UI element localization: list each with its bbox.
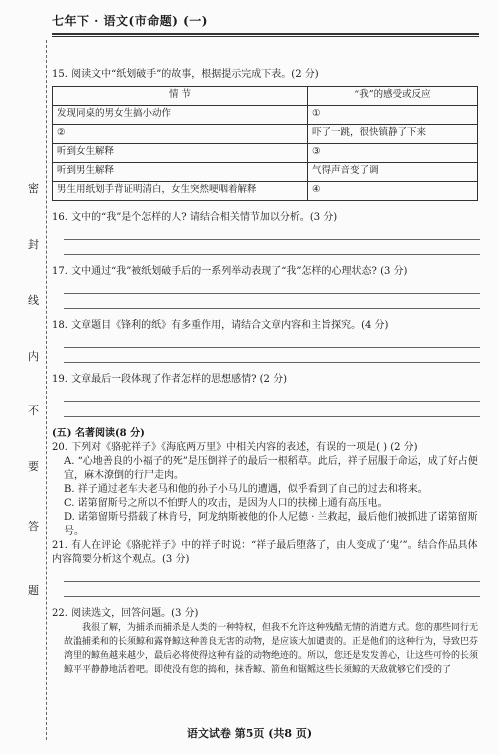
answer-line[interactable]: [64, 333, 480, 348]
answer-line[interactable]: [64, 402, 480, 417]
table-cell: 气得声音变了调: [308, 163, 478, 182]
table-header: “我”的感受或反应: [308, 87, 478, 106]
plot-table: [52, 86, 478, 201]
passage-text: 我很了解，为捕杀而捕杀是人类的一种特权，但我不允许这种残酷无情的消遣方式。您的那些同行无故滥捕柔和的长须鲸和露脊鲸这种善良无害的动物，是应该大加谴责的。正是他们的这种行为，导致巴芬湾里的鲸鱼越来越少，最后必将使得这种有益的动物绝迹的。所以，您还是发发善心，让这些可怜的长须鲸平平静静地活着吧。即使没有您的捣和，抹香鲸、箭鱼和锯鳐这些长须鲸的天敌就够它们受的了: [64, 623, 479, 675]
table-row: [53, 106, 478, 125]
table-cell: 吓了一跳，很快镇静了下来: [308, 125, 478, 144]
option-c[interactable]: C. 诺第留斯号之所以不怕野人的攻击，是因为人口的扶梯上通有高压电。: [64, 498, 388, 509]
answer-line[interactable]: [64, 567, 480, 582]
header-rule-thin: [52, 36, 479, 37]
table-cell[interactable]: ①: [308, 106, 478, 125]
option-a[interactable]: A. “心地善良的小福子的死”是压倒祥子的最后一根稻草。此后，祥子屈服于命运，成了好占便宜，麻木潦倒的行尸走肉。: [64, 456, 478, 481]
seal-label: 不: [28, 404, 39, 417]
seal-dashed-line: [46, 40, 47, 740]
table-row: [53, 125, 478, 144]
seal-label: 答: [28, 520, 39, 533]
answer-line[interactable]: [64, 294, 480, 309]
seal-label: 题: [28, 584, 39, 597]
table-cell[interactable]: ④: [308, 182, 478, 201]
seal-label: 密: [28, 182, 39, 195]
question-16: 16. 文中的“我”是个怎样的人? 请结合相关情节加以分析。(3 分): [52, 212, 338, 223]
table-cell: 听到男生解释: [53, 163, 308, 182]
seal-label: 线: [28, 294, 39, 307]
questions: [52, 68, 480, 677]
table-cell: 男生用纸划手背证明清白，女生突然哽咽着解释: [53, 182, 308, 201]
question-19: 19. 文章最后一段体现了作者怎样的思想感情? (2 分): [52, 374, 287, 385]
page-header: 七年下 · 语文(市命题) (一): [52, 14, 208, 28]
answer-line[interactable]: [64, 387, 480, 402]
question-21: 21. 有人在评论《骆驼祥子》中的祥子时说：“祥子最后堕落了，由人变成了‘鬼’”。结合作品具体内容简要分析这个观点。(3 分): [52, 540, 478, 565]
seal-label: 内: [28, 350, 39, 363]
question-17: 17. 文中通过“我”被纸划破手后的一系列举动表现了“我”怎样的心理状态? (3 分): [52, 266, 408, 277]
seal-label: 要: [28, 460, 39, 473]
question-22: 22. 阅读选文，回答问题。(3 分): [52, 608, 199, 619]
header-rule: [52, 33, 479, 35]
section-title: (五) 名著阅读(8 分): [52, 428, 145, 439]
table-row: [53, 144, 478, 163]
table-row: [53, 163, 478, 182]
table-cell: 发现同桌的男女生搞小动作: [53, 106, 308, 125]
page-footer: 语文试卷 第5页 (共8 页): [186, 727, 313, 740]
question-20: 20. 下列对《骆驼祥子》《海底两万里》中相关内容的表述，有误的一项是( ) (2 分): [52, 442, 418, 453]
question-18: 18. 文章题目《锋利的纸》有多重作用，请结合文章内容和主旨探究。(4 分): [52, 320, 389, 331]
option-d[interactable]: D. 诺第留斯号搭载了林肯号，阿龙纳斯被他的仆人尼德 · 兰救起，最后他们被抓进了诺第留斯号。: [64, 512, 478, 537]
answer-line[interactable]: [64, 279, 480, 294]
answer-line[interactable]: [64, 240, 480, 255]
table-cell[interactable]: ③: [308, 144, 478, 163]
answer-line[interactable]: [64, 348, 480, 363]
table-row: [53, 182, 478, 201]
seal-label: 封: [28, 238, 39, 251]
question-15: 15. 阅读文中“纸划破手”的故事，根据提示完成下表。(2 分): [52, 69, 319, 80]
option-b[interactable]: B. 祥子通过老车夫老马和他的孙子小马儿的遭遇，似乎看到了自己的过去和将来。: [64, 484, 428, 495]
table-cell: 听到女生解释: [53, 144, 308, 163]
table-cell[interactable]: ②: [53, 125, 308, 144]
answer-line[interactable]: [64, 582, 480, 597]
answer-line[interactable]: [64, 225, 480, 240]
table-header: 情 节: [53, 87, 308, 106]
